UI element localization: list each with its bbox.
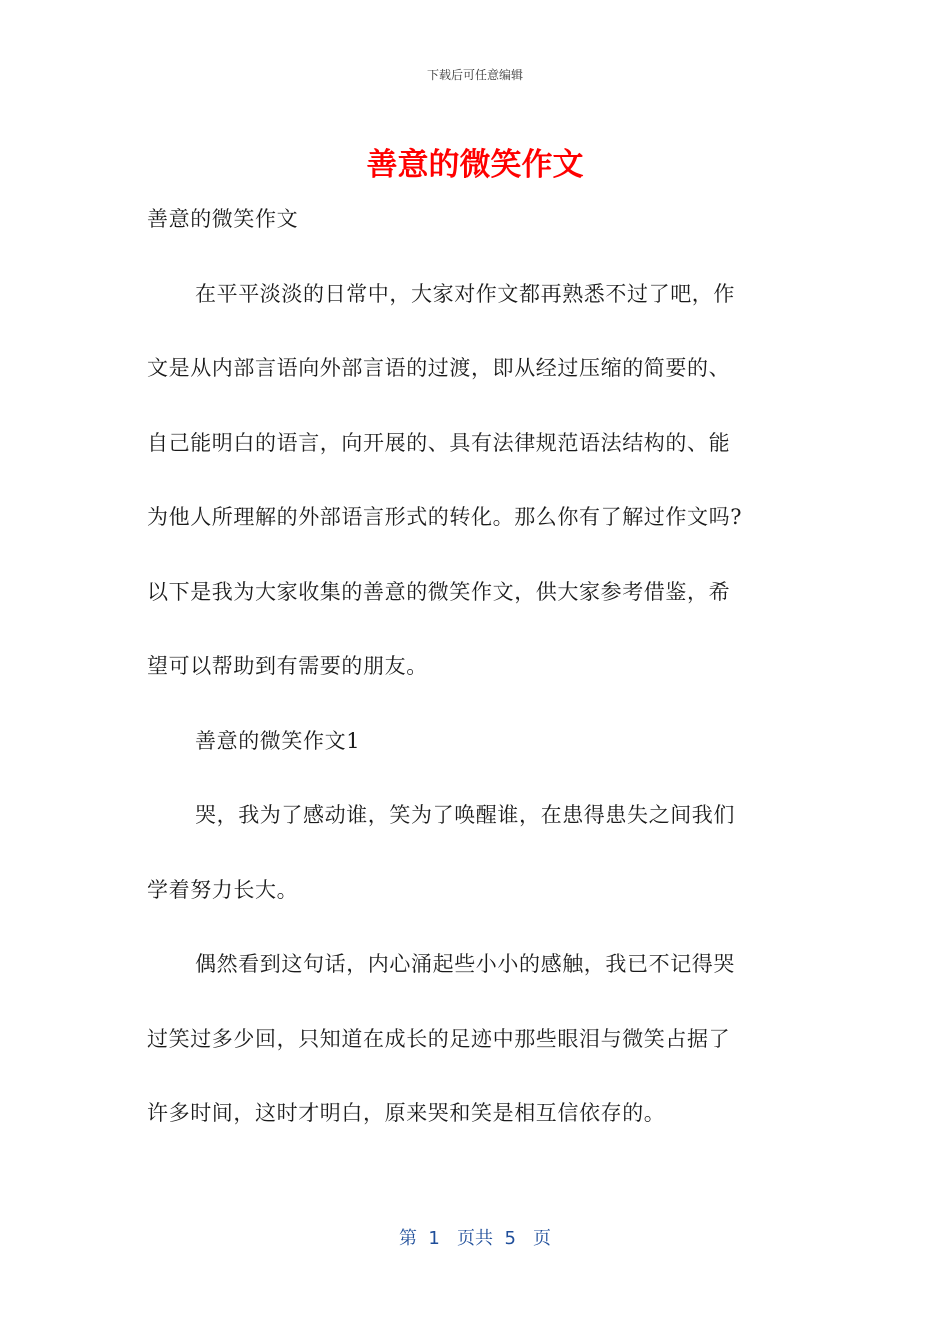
body-line: 善意的微笑作文 [147, 207, 299, 231]
body-line: 望可以帮助到有需要的朋友。 [147, 654, 428, 678]
body-line: 以下是我为大家收集的善意的微笑作文，供大家参考借鉴，希 [147, 580, 731, 604]
body-line: 学着努力长大。 [147, 878, 299, 902]
header-note: 下载后可任意编辑 [426, 68, 523, 82]
body-line: 文是从内部言语向外部言语的过渡，即从经过压缩的简要的、 [147, 356, 731, 380]
section-heading: 善意的微笑作文1 [195, 729, 361, 753]
body-line: 许多时间，这时才明白，原来哭和笑是相互信依存的。 [147, 1101, 666, 1125]
body-line: 哭，我为了感动谁，笑为了唤醒谁，在患得患失之间我们 [195, 803, 735, 827]
body-line: 过笑过多少回，只知道在成长的足迹中那些眼泪与微笑占据了 [147, 1027, 731, 1051]
body-line: 为他人所理解的外部语言形式的转化。那么你有了解过作文吗? [147, 505, 743, 529]
body-line: 自己能明白的语言，向开展的、具有法律规范语法结构的、能 [147, 431, 731, 455]
page-number-footer: 第 1 页共 5 页 [398, 1228, 552, 1249]
body-line: 偶然看到这句话，内心涌起些小小的感触，我已不记得哭 [195, 952, 735, 976]
body-line: 在平平淡淡的日常中，大家对作文都再熟悉不过了吧，作 [195, 282, 735, 306]
document-title: 善意的微笑作文 [366, 147, 584, 183]
